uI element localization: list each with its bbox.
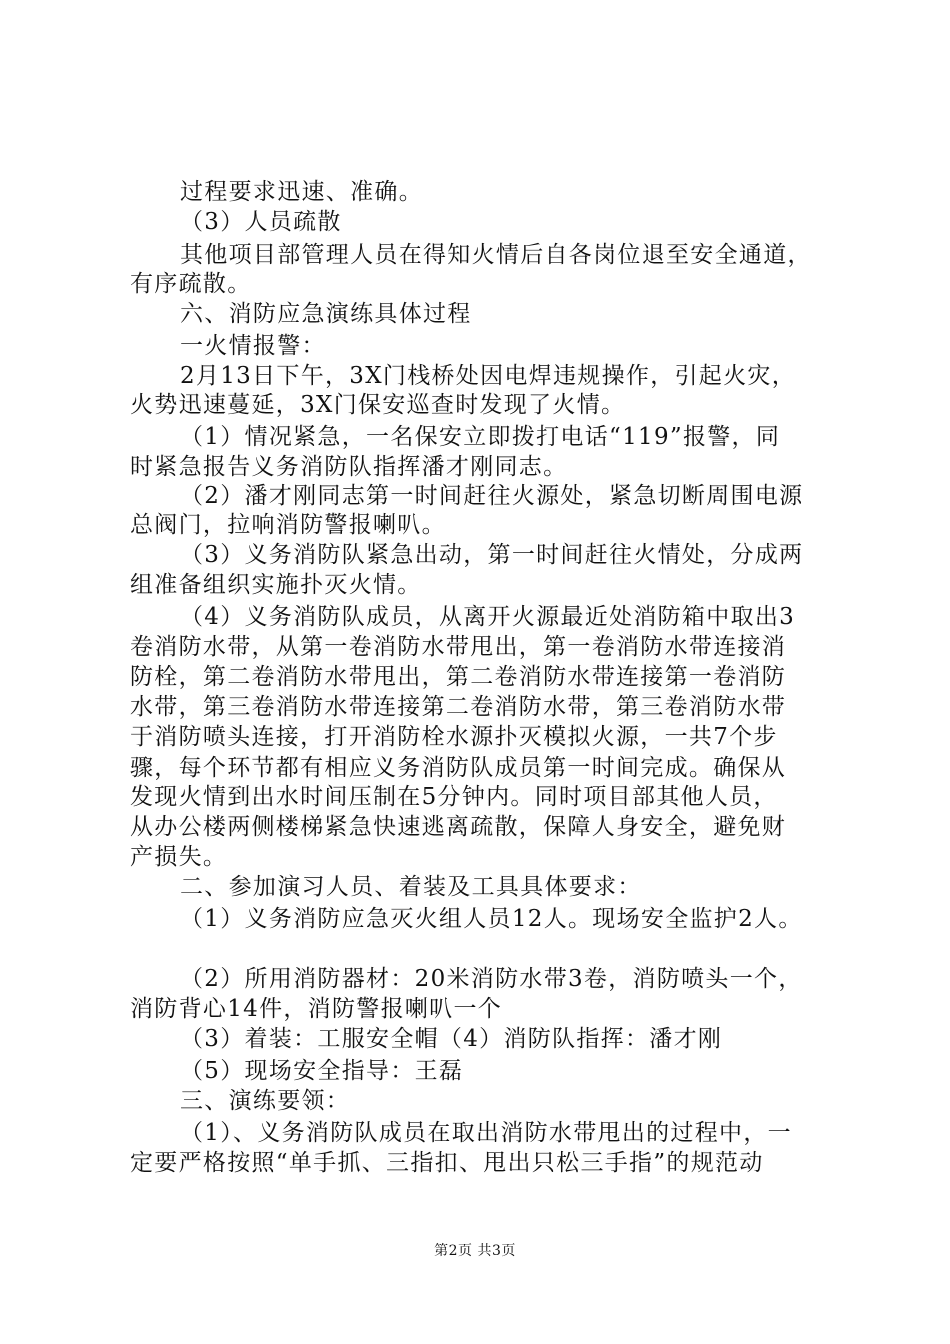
text-line: 从办公楼两侧楼梯紧急快速逃离疏散，保障人身安全，避免财 xyxy=(130,814,787,840)
section-heading: 二、参加演习人员、着装及工具具体要求： xyxy=(180,874,642,900)
text-line: （1）、义务消防队成员在取出消防水带甩出的过程中，一 xyxy=(180,1120,792,1146)
text-line: 定要严格按照“单手抓、三指扣、甩出只松三手指”的规范动 xyxy=(130,1150,764,1176)
text-line: （2）潘才刚同志第一时间赶往火源处，紧急切断周围电源 xyxy=(180,483,804,509)
text-line: 有序疏散。 xyxy=(130,271,252,297)
text-line: 骤，每个环节都有相应义务消防队成员第一时间完成。确保从 xyxy=(130,755,787,781)
text-line: （3）着装：工服安全帽（4）消防队指挥：潘才刚 xyxy=(180,1026,723,1052)
section-heading: 六、消防应急演练具体过程 xyxy=(180,301,472,327)
text-line: 一火情报警： xyxy=(180,333,326,359)
text-line: 产损失。 xyxy=(130,844,228,870)
text-line: （4）义务消防队成员，从离开火源最近处消防箱中取出3 xyxy=(180,604,796,630)
text-line: 组准备组织实施扑灭火情。 xyxy=(130,572,422,598)
text-line: 2月13日下午，3X门栈桥处因电焊违规操作，引起火灾， xyxy=(180,363,797,389)
text-line: （3）人员疏散 xyxy=(180,209,342,235)
text-line: 水带，第三卷消防水带连接第二卷消防水带，第三卷消防水带 xyxy=(130,694,787,720)
text-line: 总阀门，拉响消防警报喇叭。 xyxy=(130,512,446,538)
text-line: 过程要求迅速、准确。 xyxy=(180,179,423,205)
text-line: 消防背心14件，消防警报喇叭一个 xyxy=(130,996,503,1022)
page-footer: 第2页 共3页 xyxy=(434,1243,516,1259)
text-line: 发现火情到出水时间压制在5分钟内。同时项目部其他人员， xyxy=(130,784,778,810)
text-line: 防栓，第二卷消防水带甩出，第二卷消防水带连接第一卷消防 xyxy=(130,664,787,690)
text-line: 卷消防水带，从第一卷消防水带甩出，第一卷消防水带连接消 xyxy=(130,634,787,660)
text-line: （3）义务消防队紧急出动，第一时间赶往火情处，分成两 xyxy=(180,542,804,568)
text-line: 其他项目部管理人员在得知火情后自各岗位退至安全通道， xyxy=(180,242,812,268)
section-heading: 三、演练要领： xyxy=(180,1088,351,1114)
text-line: （5）现场安全指导：王磊 xyxy=(180,1058,464,1084)
text-line: 火势迅速蔓延，3X门保安巡查时发现了火情。 xyxy=(130,392,626,418)
text-line: （1）情况紧急，一名保安立即拨打电话“119”报警，同 xyxy=(180,424,781,450)
text-line: 时紧急报告义务消防队指挥潘才刚同志。 xyxy=(130,454,568,480)
text-line: 于消防喷头连接，打开消防栓水源扑灭模拟火源，一共7个步 xyxy=(130,724,778,750)
text-line: （2）所用消防器材：20米消防水带3卷，消防喷头一个， xyxy=(180,966,803,992)
text-line: （1）义务消防应急灭火组人员12人。现场安全监护2人。 xyxy=(180,906,803,932)
